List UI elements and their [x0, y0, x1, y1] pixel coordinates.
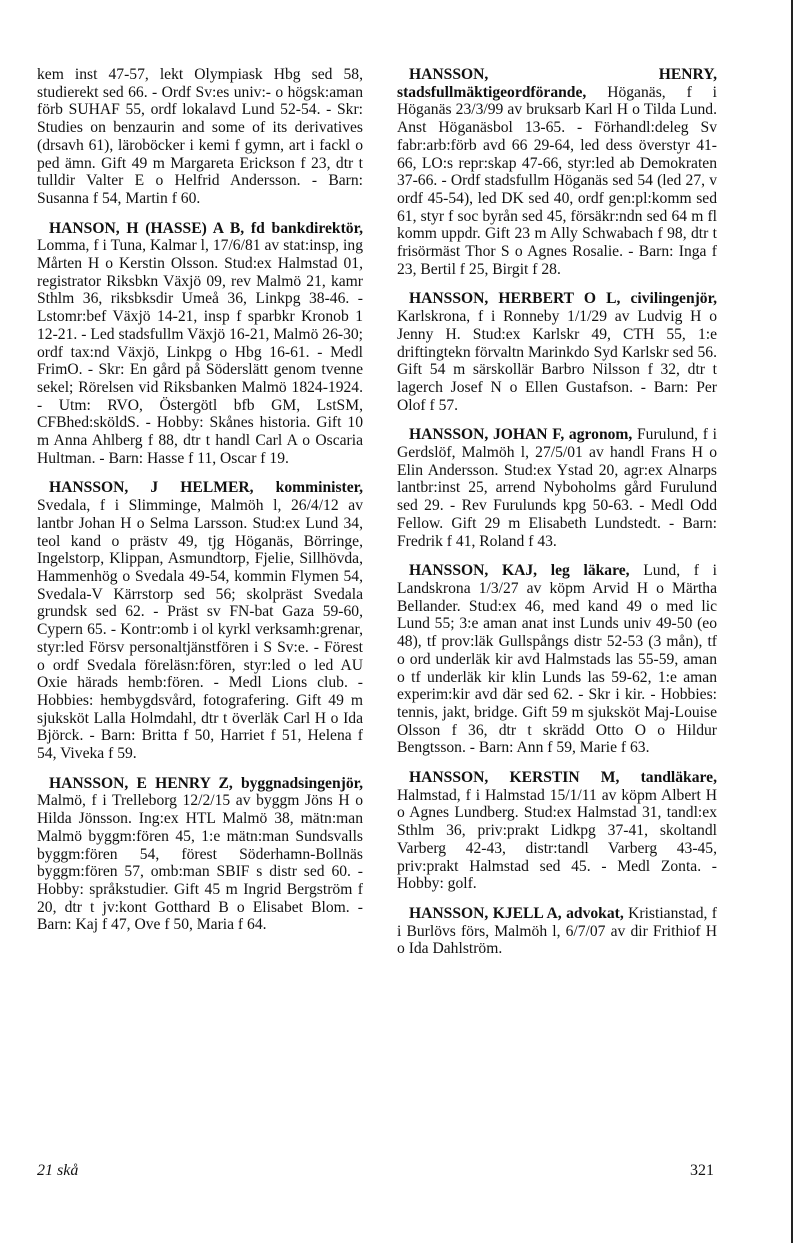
entry-text: Karlskrona, f i Ronneby 1/1/29 av Ludvig H o Jenny H. Stud:ex Karlskr 49, CTH 55, 1:e driftingtekn förvaltn Marinkdo Syd Karlskr sed 56. Gift 54 m särskollär Barbro Nilsson f 32, dtr t lagerch Josef N o Ellen Gustafson. - Barn: Per Olof f 57. [397, 308, 717, 414]
entry-hansson-kaj [397, 562, 717, 757]
right-column [397, 66, 717, 970]
entry-name: HANSSON, KERSTIN M, [409, 769, 620, 787]
page-number: 321 [690, 1162, 714, 1179]
entry-hansson-kerstin-m [397, 769, 717, 893]
entry-profession: agronom, [568, 426, 633, 444]
entry-profession: byggnadsingenjör, [240, 774, 363, 792]
entry-name: HANSSON, KJELL A, [409, 904, 562, 922]
entry-profession: stadsfullmäktigeordförande, [397, 83, 587, 101]
entry-text: Malmö, f i Trelleborg 12/2/15 av byggm Jöns H o Hilda Jönsson. Ing:ex HTL Malmö 38, mätn:man Malmö byggm:fören 45, 1:e mätn:man Sundsvalls byggm:fören 54, förest Söderhamn-Bollnäs byggm:fören 57, omb:man SBIF s distr sed 60. - Hobby: språkstudier. Gift 45 m Ingrid Bergström f 20, dtr t jv:kont Gotthard B o Elisabet Blom. - Barn: Kaj f 47, Ove f 50, Maria f 64. [37, 792, 363, 934]
entry-hansson-kjell-a [397, 905, 717, 958]
entry-name: HANSSON, J HELMER, [49, 479, 254, 497]
entry-profession: leg läkare, [550, 562, 630, 580]
entry-profession: fd bankdirektör, [250, 219, 363, 237]
entry-name: HANSSON, KAJ, [409, 562, 538, 580]
entry-hansson-johan-f [397, 426, 717, 550]
entry-name: HANSSON, E HENRY Z, [49, 774, 233, 792]
printer-signature: 21 skå [37, 1162, 79, 1179]
entry-name: HANSSON, HERBERT O L, [409, 290, 621, 308]
entry-hansson-j-helmer [37, 479, 363, 762]
entry-text: Höganäs, f i Höganäs 23/3/99 av bruksarb Karl H o Tilda Lund. Anst Höganäsbol 13-65. - Förhandl:deleg Sv fabr:arb:förb avd 66 29-64, led dess överstyr 41-66, LO:s repr:skap 47-66, styr:led ab Demokraten 37-66. - Ordf stadsfullm Höganäs sed 54 (led 27, v ordf 45-54), led DK sed 40, ordf gen:pl:komm sed 61, styr f soc byrån sed 45, försäkr:ndn sed 64 m fl komm uppdr. Gift 23 m Ally Schwabach f 98, dtr t frisörmäst Thor S o Agnes Rosalie. - Barn: Inga f 23, Bertil f 25, Birgit f 28. [397, 83, 717, 278]
entry-name: HANSSON, HENRY, [409, 66, 717, 83]
entry-hansson-henry [397, 66, 717, 278]
entry-text: Kristianstad, f i Burlövs förs, Malmöh l, 6/7/07 av dir Frithiof H o Ida Dahlström. [397, 904, 717, 958]
entry-profession: tandläkare, [640, 769, 717, 787]
entry-name: HANSON, H (HASSE) A B, [49, 219, 245, 237]
entry-text: Halmstad, f i Halmstad 15/1/11 av köpm Albert H o Agnes Lundberg. Stud:ex Halmstad 31, tandl:ex Sthlm 36, priv:prakt Lidkpg 37-41, skoltandl Varberg 42-43, distr:tandl Varberg 43-45, priv:prakt Halmstad sed 45. - Medl Zonta. - Hobby: golf. [397, 786, 717, 893]
entry-hansson-herbert-o-l [397, 290, 717, 414]
entry-text: Furulund, f i Gerdslöf, Malmöh l, 27/5/01 av handl Frans H o Elin Andersson. Stud:ex Ystad 20, agr:ex Alnarps lantbr:inst 25, arrend Nyboholms gård Furulund sed 29. - Rev Furulunds kpg 50-63. - Medl Odd Fellow. Gift 29 m Elisabeth Lundstedt. - Barn: Fredrik f 41, Roland f 43. [397, 426, 717, 550]
entry-continuation [37, 66, 363, 208]
entry-profession: civilingenjör, [630, 290, 717, 308]
left-column [37, 66, 363, 946]
entry-text: Svedala, f i Slimminge, Malmöh l, 26/4/12 av lantbr Johan H o Selma Larsson. Stud:ex Lund 34, teol kand o prästv 49, tjg Höganäs, Börringe, Ingelstorp, Klippan, Asmundtorp, Fjelie, Sillhövda, Hammenhög o Svedala 49-54, kommin Flymen 54, Svedala-V Kärrstorp sed 56; skolpräst Svedala grundsk sed 62. - Präst sv FN-bat Gaza 59-60, Cypern 65. - Kontr:omb i ol kyrkl verksamh:grenar, styr:led Försv personaltjänstfören i S Sv:e. - Förest o ordf Svedala föreläsn:fören, styr:led o led AU Oxie härads hemb:fören. - Medl Lions club. - Hobbies: hembygdsvård, fotografering. Gift 49 m sjuksköt Lalla Holmdahl, dtr t överläk Carl H o Ida Björck. - Barn: Britta f 50, Harriet f 51, Helena f 54, Viveka f 59. [37, 497, 363, 763]
entry-text: Lomma, f i Tuna, Kalmar l, 17/6/81 av stat:insp, ing Mårten H o Kerstin Olsson. Stud:ex Halmstad 01, registrator Riksbkn Växjö 09, rev Malmö 21, kamr Sthlm 36, riksbksdir Umeå 36, Linkpg 38-46. - Lstomr:bef Växjö 14-21, insp f sparbkr Kronob 1 12-21. - Led stadsfullm Växjö 16-21, Malmö 26-30; ordf tax:nd Växjö, Linkpg o Hbg 16-61. - Medl FrimO. - Skr: En gård på Söderslätt genom tvenne sekel; Rörelsen vid Riksbanken Malmö 1824-1924. - Utm: RVO, Östergötl bfb GM, LstSM, CFBhed:sköldS. - Hobby: Skånes historia. Gift 10 m Anna Ahlberg f 88, dtr t handl Carl A o Oscaria Hultman. - Barn: Hasse f 11, Oscar f 19. [37, 237, 363, 467]
entry-text: Lund, f i Landskrona 1/3/27 av köpm Arvid H o Märtha Bellander. Stud:ex 46, med kand 49 o med lic Lund 55; 3:e aman anat inst Lunds univ 49-50 (eo 48), tf prov:läk Gullspångs distr 52-53 (3 mån), tf o ord underläk kir avd Halmstads las 55-59, aman o tf underläk kir klin Lunds las 59-62, 1:e aman experim:kir avd där sed 62. - Skr i kir. - Hobbies: tennis, jakt, bridge. Gift 59 m sjuksköt Maj-Louise Olsson f 36, dtr t skrädd Otto O o Hildur Bengtsson. - Barn: Ann f 59, Marie f 63. [397, 562, 718, 757]
entry-profession: komminister, [275, 479, 364, 497]
entry-hanson-h [37, 220, 363, 468]
entry-profession: advokat, [566, 904, 624, 922]
scan-edge-divider [791, 0, 793, 1243]
entry-text: kem inst 47-57, lekt Olympiask Hbg sed 58, studierekt sed 66. - Ordf Sv:es univ:- o högsk:aman förb SUHAF 55, ordf lokalavd Lund 52-54. - Skr: Studies on benzaurin and some of its derivatives (drsavh 61), läroböcker i kemi f gymn, art i fackl o ped ämn. Gift 49 m Margareta Erickson f 23, dtr t tulldir Valter E o Helfrid Andersson. - Barn: Susanna f 54, Martin f 60. [37, 66, 363, 207]
entry-name: HANSSON, JOHAN F, [409, 426, 565, 444]
entry-hansson-e-henry-z [37, 775, 363, 934]
